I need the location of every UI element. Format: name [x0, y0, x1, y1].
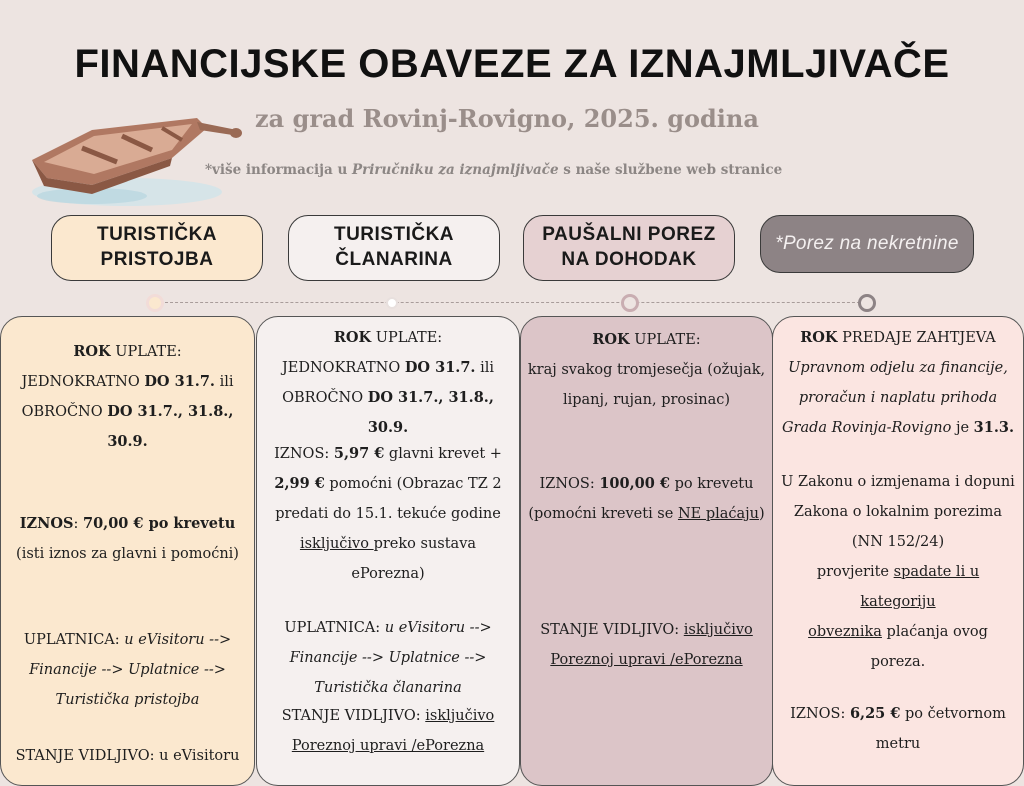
pill-label: TURISTIČKA [96, 224, 218, 246]
deadline-block: ROK UPLATE: JEDNOKRATNO DO 31.7. ili OBROČNO DO 31.7., 31.8., 30.9. [281, 329, 495, 436]
rowboat-illustration [22, 100, 247, 210]
column-flat-income-tax [520, 316, 773, 786]
note-text: *više informacija u [205, 162, 353, 178]
pill-label: NA DOHODAK [561, 249, 697, 270]
pill-label: PAUŠALNI POREZ [542, 224, 716, 246]
status-link[interactable]: isključivo [425, 708, 495, 724]
timeline-dot [386, 297, 398, 309]
info-note [205, 162, 845, 178]
pill-flat-income-tax [523, 215, 735, 281]
timeline-dot [621, 294, 639, 312]
pill-label: PRISTOJBA [100, 249, 214, 270]
note-handbook-title: Priručniku za iznajmljivače [352, 162, 559, 178]
pill-label: *Porez na nekretnine [775, 232, 959, 254]
pill-tourist-tax [51, 215, 263, 281]
deadline-block: ROK UPLATE: JEDNOKRATNO DO 31.7. ili OBROČNO DO 31.7., 31.8., 30.9. [21, 343, 234, 450]
note-text-end: s naše službene web stranice [558, 162, 783, 178]
pill-tourist-membership [288, 215, 500, 281]
pill-label: ČLANARINA [335, 249, 453, 270]
timeline-dot [146, 294, 164, 312]
page-subtitle: za grad Rovinj-Rovigno, 2025. godina [255, 104, 759, 133]
law-block: U Zakonu o izmjenama i dopuni Zakona o lokalnim porezima (NN 152/24) provjerite spadate li u kategoriju obveznika plaćanja ovog poreza. [781, 474, 1015, 670]
amount-block: IZNOS: 6,25 € po četvornom metru [790, 705, 1006, 752]
amount-block: IZNOS: 5,97 € glavni krevet + 2,99 € pomoćni (Obrazac TZ 2 predati do 15.1. tekuće godine isključivo preko sustava ePorezna) [274, 445, 502, 582]
pill-property-tax [760, 215, 974, 273]
page-title: FINANCIJSKE OBAVEZE ZA IZNAJMLJIVAČE [74, 42, 950, 86]
status-link[interactable]: Poreznoj upravi /ePorezna [550, 652, 743, 668]
timeline-line [160, 302, 870, 303]
payment-slip-block: UPLATNICA: u eVisitoru --> Financije --> Uplatnice --> Turistička pristojba [23, 632, 232, 708]
timeline-dot [858, 294, 876, 312]
category-link[interactable]: obveznika [808, 624, 882, 640]
column-tourist-membership [256, 316, 520, 786]
pill-label: TURISTIČKA [333, 224, 455, 246]
status-block: STANJE VIDLJIVO: u eVisitoru [15, 748, 240, 764]
column-tourist-tax [0, 316, 255, 786]
category-link[interactable]: spadate li u kategoriju [860, 564, 980, 610]
status-link[interactable]: isključivo [683, 622, 753, 638]
payment-slip-block: UPLATNICA: u eVisitoru --> Financije --> Uplatnice --> Turistička članarina [284, 620, 492, 696]
deadline-block: ROK PREDAJE ZAHTJEVA Upravnom odjelu za financije, proračun i naplatu prihoda Grada Rovinja-Rovigno je 31.3. [781, 329, 1015, 436]
deadline-block: ROK UPLATE: kraj svakog tromjesečja (ožujak, lipanj, rujan, prosinac) [527, 331, 766, 408]
status-link[interactable]: Poreznoj upravi /ePorezna [291, 738, 485, 754]
amount-block: IZNOS: 70,00 € po krevetu (isti iznos za glavni i pomoćni) [16, 515, 239, 562]
amount-block: IZNOS: 100,00 € po krevetu (pomoćni kreveti se NE plaćaju) [528, 475, 765, 522]
status-block: STANJE VIDLJIVO: isključivo Poreznoj upravi /ePorezna [281, 708, 495, 754]
status-block: STANJE VIDLJIVO: isključivo Poreznoj upravi /ePorezna [540, 622, 753, 668]
column-property-tax [772, 316, 1024, 786]
